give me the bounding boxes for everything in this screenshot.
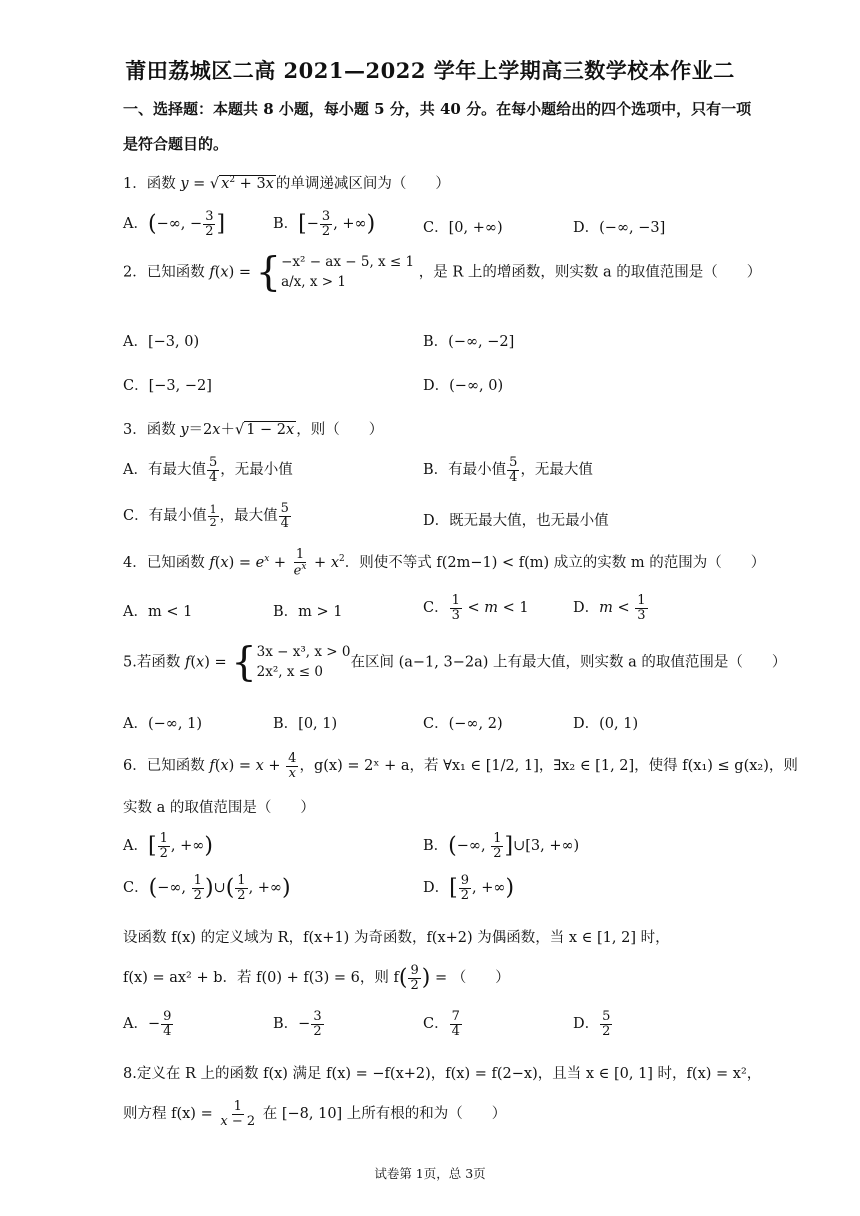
page-footer: 试卷第 1页，总 3页 [374,1166,486,1181]
piece-1: 3x − x³, x > 0 [256,644,351,660]
page-title: 莆田荔城区二高 2021—2022 学年上学期高三数学校本作业二 [125,58,735,83]
question-7-line2: f(x) = ax² + b．若 f(0) + f(3) = 6，则 f( $\frac{9}{2}$ ) = （ ） [123,963,510,993]
option-3b: B．有最小值 $\frac{5}{4}$ ，无最大值 [423,455,593,485]
option-1b: B．[− $\frac{3}{2}$ , +∞) [273,209,376,239]
question-7: 设函数 f(x) 的定义域为 R，f(x+1) 为奇函数，f(x+2) 为偶函数，当 x ∈ [1, 2] 时， [123,930,670,946]
option-2b: B．(−∞, −2] [423,334,515,350]
option-1d: D．(−∞, −3] [573,220,666,236]
option-6b: B．(−∞, $\frac{1}{2}$ ]∪[3, +∞) [423,831,580,861]
piece-1: −x² − ax − 5, x ≤ 1 [281,254,415,270]
option-5b: B．[0, 1) [273,716,338,732]
question-8-line2: 则方程 f(x) = $\frac{1}{x - 2}$ 在 [−8, 10] 上所有根的和为（ ） [123,1099,507,1129]
option-4a: A．m < 1 [123,604,193,620]
option-3d: D．既无最大值，也无最小值 [423,513,609,529]
option-4b: B．m > 1 [273,604,343,620]
option-5a: A．(−∞, 1) [123,716,202,732]
section-heading-line2: 是符合题目的。 [123,135,229,153]
question-number: 1． [123,176,147,192]
option-7c: C． $\frac{7}{4}$ [423,1009,460,1039]
piece-2: a/x, x > 1 [281,274,346,291]
option-3a: A．有最大值 $\frac{5}{4}$ ，无最小值 [123,455,293,485]
option-4c: C． $\frac{1}{3}$ < m < 1 [423,593,529,623]
option-6c: C．(−∞, $\frac{1}{2}$ )∪( $\frac{1}{2}$ , +∞) [123,873,291,903]
question-stem-post: 的单调递减区间为（ ） [275,176,450,192]
option-7d: D． $\frac{5}{2}$ [573,1009,611,1039]
question-4: 4．已知函数 $f(x) = e^x$ + $\frac{1}{e^x}$ + $x^2$．则使不等式 f(2m−1) < f(m) 成立的实数 m 的范围为（ ） [123,547,766,578]
option-5c: C．(−∞, 2) [423,716,503,732]
option-2d: D．(−∞, 0) [423,378,504,394]
question-1: 1．函数 y = √ $x^2 + 3x$ 的单调递减区间为（ ） [123,175,450,192]
question-stem-pre: 函数 [146,176,181,192]
question-8: 8.定义在 R 上的函数 f(x) 满足 f(x) = −f(x+2)，f(x) = f(2−x)，且当 x ∈ [0, 1] 时，f(x) = x²， [123,1066,762,1082]
option-2c: C．[−3, −2] [123,378,212,394]
option-3c: C．有最小值 $\frac{1}{2}$ ，最大值 $\frac{5}{4}$ [123,501,289,531]
question-3: 3．函数 y＝2x＋√ 1 − 2x ，则（ ） [123,422,384,438]
question-6: 6．已知函数 f(x) = x + $\frac{4}{x}$ ，g(x) = 2ˣ + a，若 ∀x₁ ∈ [1/2, 1]，∃x₂ ∈ [1, 2]，使得 f(x₁) ≤ g(x₂)，则 [123,751,798,781]
question-number: 2． [123,264,147,281]
option-2a: A．[−3, 0) [123,334,200,350]
question-5: 5.若函数 f(x) = {3x − x³, x > 0 2x², x ≤ 0在区间 (a−1, 3−2a) 上有最大值，则实数 a 的取值范围是（ ） [123,639,787,686]
option-6d: D．[ $\frac{9}{2}$ , +∞) [423,873,515,903]
option-4d: D．m < $\frac{1}{3}$ [573,593,646,623]
option-7b: B．− $\frac{3}{2}$ [273,1009,322,1039]
option-7a: A．− $\frac{9}{4}$ [123,1009,172,1039]
option-5d: D．(0, 1) [573,716,639,732]
option-1a: A．(−∞, − $\frac{3}{2}$ ] [123,209,226,239]
option-6a: A．[ $\frac{1}{2}$ , +∞) [123,831,213,861]
section-heading-line1: 一、选择题：本题共 8 小题，每小题 5 分，共 40 分。在每小题给出的四个选项中，只有一项 [123,100,752,118]
option-1c: C．[0, +∞) [423,220,503,236]
piece-2: 2x², x ≤ 0 [256,664,323,681]
question-2: 2．已知函数 f(x) = {−x² − ax − 5, x ≤ 1 a/x, x > 1 ，是 R 上的增函数，则实数 a 的取值范围是（ ） [123,249,762,296]
question-6-line2: 实数 a 的取值范围是（ ） [123,800,315,816]
